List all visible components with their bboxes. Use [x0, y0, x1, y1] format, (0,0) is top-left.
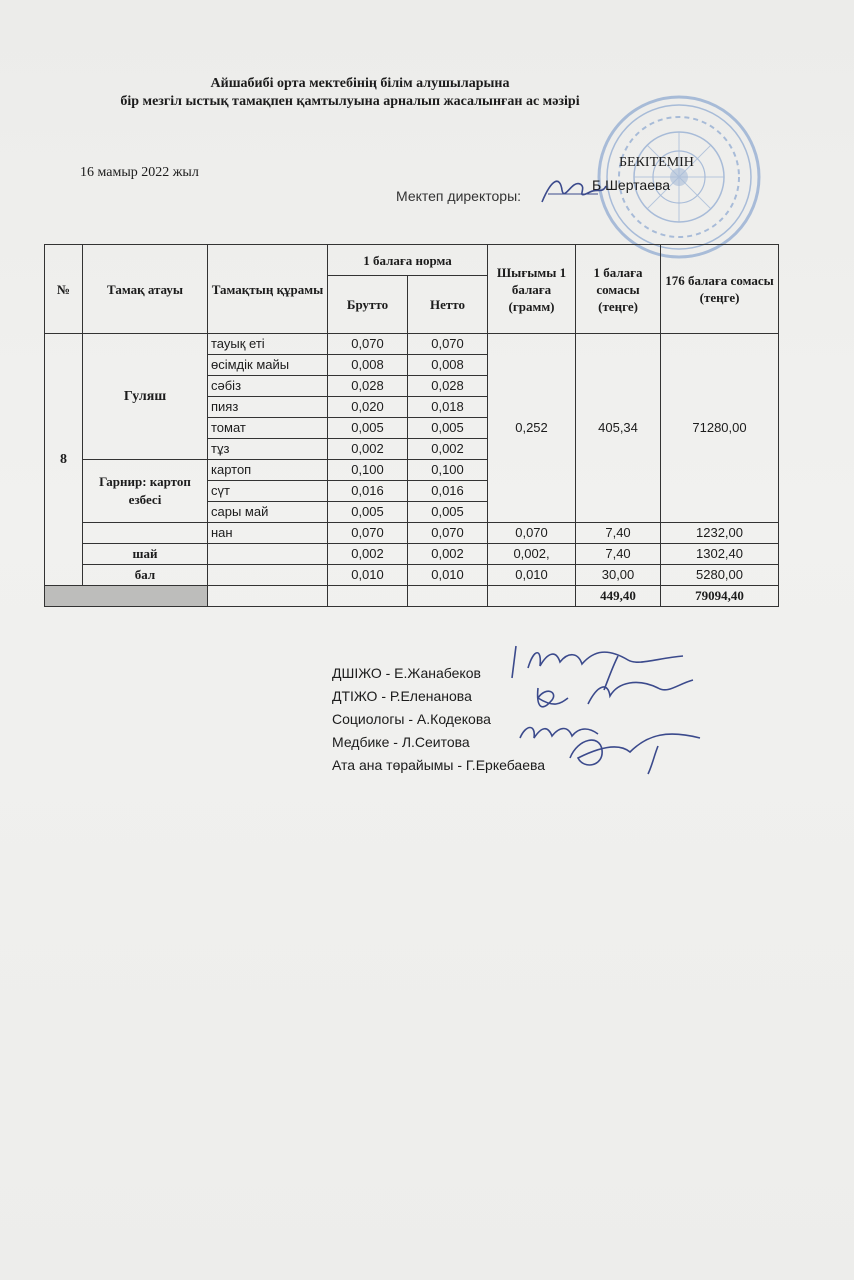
- ingredient-name: тауық еті: [208, 334, 328, 355]
- ingredient-name: [208, 544, 328, 565]
- brutto-value: 0,005: [328, 418, 408, 439]
- ingredient-name: картоп: [208, 460, 328, 481]
- staff-entry: ДШІЖО - Е.Жанабеков: [332, 665, 481, 681]
- cost-176-value: 1232,00: [661, 523, 779, 544]
- netto-value: 0,018: [408, 397, 488, 418]
- ingredient-name: пияз: [208, 397, 328, 418]
- dish-name: бал: [83, 565, 208, 586]
- director-label: Мектеп директоры:: [396, 188, 522, 204]
- netto-value: 0,002: [408, 439, 488, 460]
- brutto-value: 0,070: [328, 334, 408, 355]
- ingredient-name: нан: [208, 523, 328, 544]
- table-row: [45, 565, 779, 586]
- director-name: Б.Шертаева: [592, 177, 671, 193]
- brutto-value: 0,002: [328, 544, 408, 565]
- brutto-value: 0,008: [328, 355, 408, 376]
- dish-name: Гуляш: [83, 334, 208, 460]
- total-shaded-cell: [45, 586, 208, 607]
- table-row: [45, 334, 779, 355]
- cost-one-value: 7,40: [576, 523, 661, 544]
- col-header-cost-176: 176 балаға сомасы (теңге): [661, 245, 779, 334]
- netto-value: 0,008: [408, 355, 488, 376]
- col-header-number: №: [45, 245, 83, 334]
- empty-cell: [328, 586, 408, 607]
- col-header-norm: 1 балаға норма: [328, 245, 488, 276]
- col-header-yield: Шығымы 1 балаға (грамм): [488, 245, 576, 334]
- dish-name: шай: [83, 544, 208, 565]
- menu-table: [44, 244, 779, 607]
- ingredient-name: сәбіз: [208, 376, 328, 397]
- yield-value: 0,252: [488, 334, 576, 523]
- director-line: [396, 177, 671, 204]
- netto-value: 0,100: [408, 460, 488, 481]
- header-row: [45, 245, 779, 276]
- staff-entry: Медбике - Л.Сеитова: [332, 734, 470, 750]
- empty-cell: [208, 586, 328, 607]
- ingredient-name: өсімдік майы: [208, 355, 328, 376]
- staff-entry: Ата ана төрайымы - Г.Еркебаева: [332, 757, 546, 773]
- approval-label: БЕКІТЕМІН: [619, 155, 694, 170]
- netto-value: 0,005: [408, 418, 488, 439]
- netto-value: 0,070: [408, 523, 488, 544]
- yield-value: 0,010: [488, 565, 576, 586]
- empty-cell: [408, 586, 488, 607]
- brutto-value: 0,020: [328, 397, 408, 418]
- document-date: 16 мамыр 2022 жыл: [80, 165, 199, 180]
- brutto-value: 0,028: [328, 376, 408, 397]
- total-cost-176: 79094,40: [661, 586, 779, 607]
- cost-176-value: 5280,00: [661, 565, 779, 586]
- col-header-cost-one: 1 балаға сомасы (теңге): [576, 245, 661, 334]
- ingredient-name: сары май: [208, 502, 328, 523]
- ingredient-name: [208, 565, 328, 586]
- director-signature: [538, 172, 608, 208]
- staff-entry: ДТІЖО - Р.Еленанова: [332, 688, 472, 704]
- col-header-brutto: Брутто: [328, 276, 408, 334]
- netto-value: 0,010: [408, 565, 488, 586]
- ingredient-name: томат: [208, 418, 328, 439]
- staff-signatures: [508, 638, 708, 778]
- title-line-2: бір мезгіл ыстық тамақпен қамтылуына арналып жасалынған ас мәзірі: [120, 94, 580, 109]
- netto-value: 0,028: [408, 376, 488, 397]
- brutto-value: 0,002: [328, 439, 408, 460]
- netto-value: 0,005: [408, 502, 488, 523]
- staff-entry: Социологы - А.Кодекова: [332, 711, 491, 727]
- cost-one-value: 7,40: [576, 544, 661, 565]
- dish-name: [83, 523, 208, 544]
- row-number: 8: [45, 334, 83, 586]
- ingredient-name: сүт: [208, 481, 328, 502]
- brutto-value: 0,100: [328, 460, 408, 481]
- cost-176-value: 1302,40: [661, 544, 779, 565]
- netto-value: 0,016: [408, 481, 488, 502]
- total-cost-one: 449,40: [576, 586, 661, 607]
- netto-value: 0,002: [408, 544, 488, 565]
- table-row: [45, 523, 779, 544]
- netto-value: 0,070: [408, 334, 488, 355]
- col-header-netto: Нетто: [408, 276, 488, 334]
- brutto-value: 0,010: [328, 565, 408, 586]
- cost-one-value: 405,34: [576, 334, 661, 523]
- yield-value: 0,002,: [488, 544, 576, 565]
- ingredient-name: тұз: [208, 439, 328, 460]
- table-row: [45, 544, 779, 565]
- empty-cell: [488, 586, 576, 607]
- col-header-composition: Тамақтың құрамы: [208, 245, 328, 334]
- brutto-value: 0,005: [328, 502, 408, 523]
- title-line-1: Айшабибі орта мектебінің білім алушыларына: [210, 76, 510, 91]
- col-header-dish: Тамақ атауы: [83, 245, 208, 334]
- brutto-value: 0,016: [328, 481, 408, 502]
- cost-one-value: 30,00: [576, 565, 661, 586]
- dish-name: Гарнир: картоп езбесі: [83, 460, 208, 523]
- total-row: [45, 586, 779, 607]
- brutto-value: 0,070: [328, 523, 408, 544]
- yield-value: 0,070: [488, 523, 576, 544]
- cost-176-value: 71280,00: [661, 334, 779, 523]
